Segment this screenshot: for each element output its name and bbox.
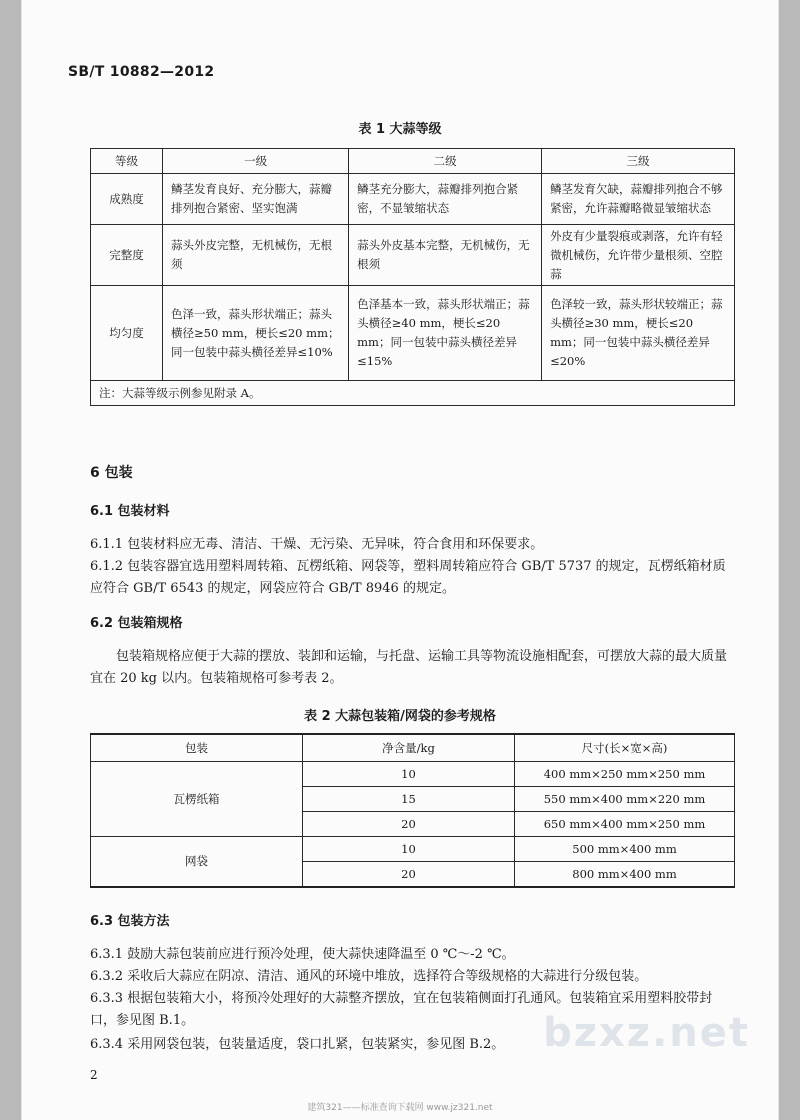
table-cell: 鳞茎发育良好、充分膨大，蒜瓣排列抱合紧密、坚实饱满 — [163, 174, 349, 225]
watermark-logo: bzxz.net — [543, 1010, 750, 1056]
paragraph-6-2: 包装箱规格应便于大蒜的摆放、装卸和运输，与托盘、运输工具等物流设施相配套，可摆放大蒜的最大质量宜在 20 kg 以内。包装箱规格可参考表 2。 — [90, 649, 728, 686]
table-cell: 鳞茎充分膨大，蒜瓣排列抱合紧密，不显皱缩状态 — [349, 174, 542, 225]
net-weight-cell: 10 — [303, 762, 515, 787]
row-label: 成熟度 — [91, 174, 163, 225]
table-cell: 外皮有少量裂痕或剥落，允许有轻微机械伤，允许带少量根须、空腔蒜 — [542, 225, 735, 286]
size-cell: 650 mm×400 mm×250 mm — [515, 812, 735, 837]
table-cell: 蒜头外皮基本完整，无机械伤，无根须 — [349, 225, 542, 286]
grade-header-cell: 一级 — [163, 149, 349, 174]
section-6-1-heading: 6.1 包装材料 — [90, 504, 170, 519]
net-weight-cell: 10 — [303, 837, 515, 862]
grade-header-cell: 二级 — [349, 149, 542, 174]
scan-edge-left — [0, 0, 22, 1120]
page-number: 2 — [90, 1068, 98, 1082]
package-type-carton: 瓦楞纸箱 — [91, 762, 303, 837]
table-cell: 鳞茎发育欠缺，蒜瓣排列抱合不够紧密，允许蒜瓣略微显皱缩状态 — [542, 174, 735, 225]
grade-table — [90, 148, 735, 406]
grade-header-cell: 等级 — [91, 149, 163, 174]
grade-header-cell: 三级 — [542, 149, 735, 174]
paragraph-6-3-2: 6.3.2 采收后大蒜应在阴凉、清洁、通风的环境中堆放，选择符合等级规格的大蒜进行分级包装。 — [90, 969, 648, 984]
paragraph-6-1-2: 6.1.2 包装容器宜选用塑料周转箱、瓦楞纸箱、网袋等，塑料周转箱应符合 GB/T 5737 的规定，瓦楞纸箱材质应符合 GB/T 6543 的规定，网袋应符合 GB/T 8946 的规定。 — [90, 559, 726, 596]
paragraph-6-1-1: 6.1.1 包装材料应无毒、清洁、干燥、无污染、无异味，符合食用和环保要求。 — [90, 537, 544, 552]
packaging-spec-table — [90, 733, 735, 888]
package-type-net-bag: 网袋 — [91, 837, 303, 888]
spec-table-header-row — [91, 734, 735, 762]
net-weight-cell: 20 — [303, 812, 515, 837]
table-cell: 色泽较一致，蒜头形状较端正；蒜头横径≥30 mm，梗长≤20 mm；同一包装中蒜头横径差异≤20% — [542, 286, 735, 381]
paragraph-6-3-4: 6.3.4 采用网袋包装，包装量适度，袋口扎紧，包装紧实，参见图 B.2。 — [90, 1037, 505, 1052]
table2-caption: 表 2 大蒜包装箱/网袋的参考规格 — [304, 709, 496, 724]
net-weight-cell: 20 — [303, 862, 515, 888]
table-row — [91, 174, 735, 225]
table-note: 注：大蒜等级示例参见附录 A。 — [91, 381, 735, 406]
table-row — [91, 225, 735, 286]
scan-edge-right — [778, 0, 800, 1120]
row-label: 完整度 — [91, 225, 163, 286]
table-row — [91, 286, 735, 381]
paragraph-6-3-3: 6.3.3 根据包装箱大小，将预冷处理好的大蒜整齐摆放，宜在包装箱侧面打孔通风。包装箱宜采用塑料胶带封口，参见图 B.1。 — [90, 991, 713, 1028]
size-cell: 500 mm×400 mm — [515, 837, 735, 862]
section-6-3-heading: 6.3 包装方法 — [90, 914, 170, 929]
standard-number: SB/T 10882—2012 — [68, 64, 215, 80]
size-cell: 400 mm×250 mm×250 mm — [515, 762, 735, 787]
table-cell: 色泽基本一致，蒜头形状端正；蒜头横径≥40 mm，梗长≤20 mm；同一包装中蒜头横径差异≤15% — [349, 286, 542, 381]
spec-header-cell: 净含量/kg — [303, 734, 515, 762]
size-cell: 550 mm×400 mm×220 mm — [515, 787, 735, 812]
size-cell: 800 mm×400 mm — [515, 862, 735, 888]
table-note-row — [91, 381, 735, 406]
table1-caption: 表 1 大蒜等级 — [358, 122, 442, 137]
spec-header-cell: 包装 — [91, 734, 303, 762]
net-weight-cell: 15 — [303, 787, 515, 812]
table-row — [91, 762, 735, 787]
spec-header-cell: 尺寸(长×宽×高) — [515, 734, 735, 762]
row-label: 均匀度 — [91, 286, 163, 381]
site-footer: 建筑321——标准查询下载网 www.jz321.net — [307, 1103, 493, 1113]
section-6-heading: 6 包装 — [90, 465, 133, 481]
paragraph-6-3-1: 6.3.1 鼓励大蒜包装前应进行预冷处理，使大蒜快速降温至 0 ℃～-2 ℃。 — [90, 947, 515, 962]
section-6-2-heading: 6.2 包装箱规格 — [90, 616, 183, 631]
table-cell: 蒜头外皮完整，无机械伤，无根须 — [163, 225, 349, 286]
grade-table-header-row — [91, 149, 735, 174]
table-row — [91, 837, 735, 862]
table-cell: 色泽一致，蒜头形状端正；蒜头横径≥50 mm，梗长≤20 mm；同一包装中蒜头横径差异≤10% — [163, 286, 349, 381]
